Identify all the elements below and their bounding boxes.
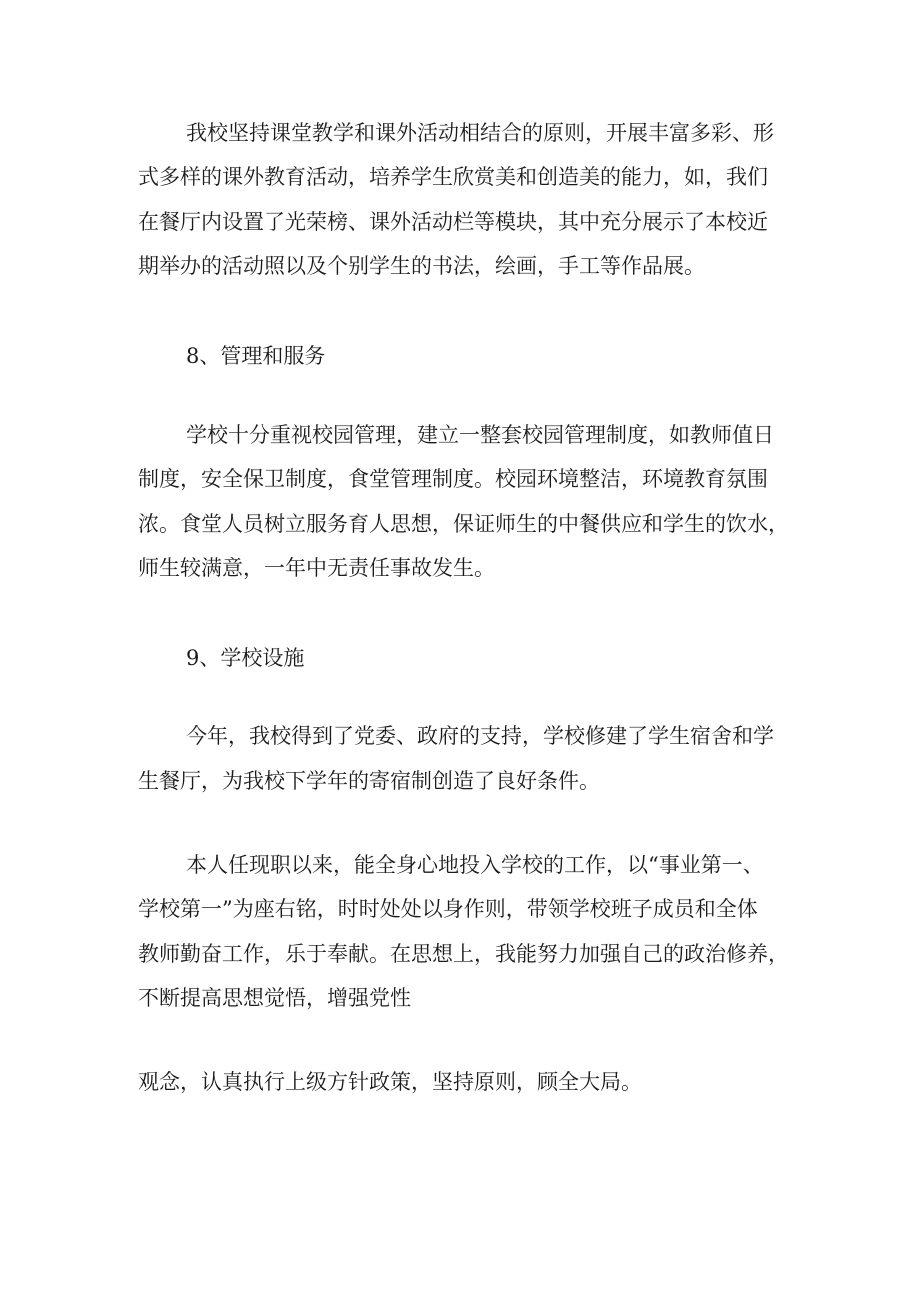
paragraph-2-line-3: 浓。食堂人员树立服务育人思想，保证师生的中餐供应和学生的饮水， <box>138 512 789 536</box>
paragraph-4-line-3: 教师勤奋工作，乐于奉献。在思想上，我能努力加强自己的政治修养， <box>138 942 789 966</box>
paragraph-4-line-2: 学校第一”为座右铭，时时处处以身作则，带领学校班子成员和全体 <box>138 897 758 921</box>
paragraph-2-line-1: 学校十分重视校园管理，建立一整套校园管理制度，如教师值日 <box>186 423 774 447</box>
section-heading-8: 8、管理和服务 <box>186 344 326 368</box>
paragraph-1-line-1: 我校坚持课堂教学和课外活动相结合的原则，开展丰富多彩、形 <box>186 121 774 145</box>
paragraph-3-line-1: 今年，我校得到了党委、政府的支持，学校修建了学生宿舍和学 <box>186 724 774 748</box>
paragraph-1-line-4: 期举办的活动照以及个别学生的书法，绘画，手工等作品展。 <box>138 254 705 278</box>
paragraph-2-line-4: 师生较满意，一年中无责任事故发生。 <box>138 556 495 580</box>
paragraph-1-line-3: 在餐厅内设置了光荣榜、课外活动栏等模块，其中充分展示了本校近 <box>138 210 768 234</box>
paragraph-4-line-1: 本人任现职以来，能全身心地投入学校的工作，以“事业第一、 <box>186 853 764 877</box>
section-heading-9: 9、学校设施 <box>186 646 305 670</box>
paragraph-4-line-4: 不断提高思想觉悟，增强党性 <box>138 986 411 1010</box>
paragraph-3-line-2: 生餐厅，为我校下学年的寄宿制创造了良好条件。 <box>138 769 600 793</box>
paragraph-1-line-2: 式多样的课外教育活动，培养学生欣赏美和创造美的能力，如，我们 <box>138 165 768 189</box>
paragraph-5-line-1: 观念，认真执行上级方针政策，坚持原则，顾全大局。 <box>138 1070 642 1094</box>
paragraph-2-line-2: 制度，安全保卫制度，食堂管理制度。校园环境整洁，环境教育氛围 <box>138 467 768 491</box>
